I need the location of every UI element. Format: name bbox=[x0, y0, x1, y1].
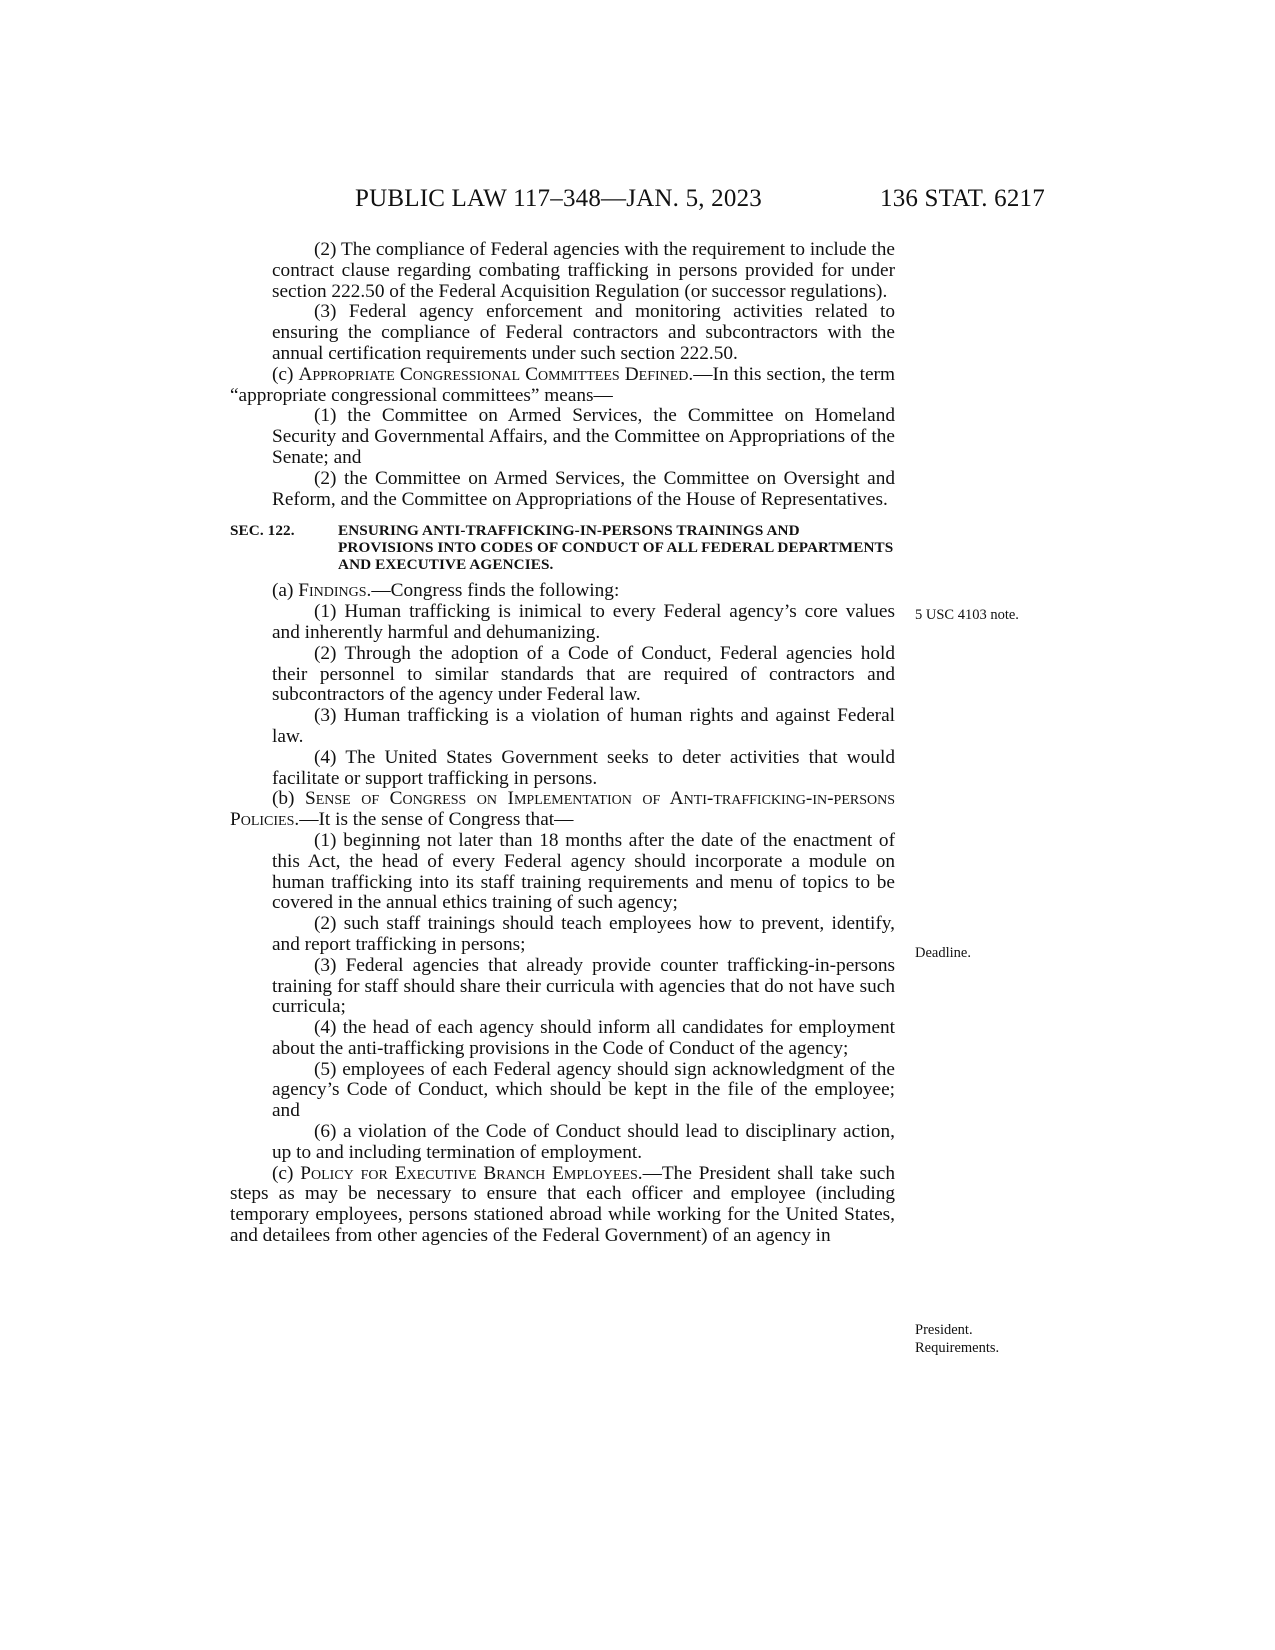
paragraph-a3: (3) Human trafficking is a violation of human rights and against Federal law. bbox=[272, 705, 895, 747]
subsection-c-defined bbox=[230, 365, 895, 407]
paragraph-a2: (2) Through the adoption of a Code of Conduct, Federal agencies hold their personnel to similar standards that are required of contractors and subcontractors of the agency under Federal law. bbox=[272, 642, 895, 706]
subsection-c-policy bbox=[230, 1164, 895, 1247]
paragraph-sense-6: (6) a violation of the Code of Conduct should lead to disciplinary action, up to and including termination of employment. bbox=[272, 1121, 895, 1163]
subsection-b-sense bbox=[230, 789, 895, 831]
paragraph-a4: (4) The United States Government seeks to deter activities that would facilitate or support trafficking in persons. bbox=[272, 746, 895, 789]
paragraph-c1: (1) the Committee on Armed Services, the Committee on Homeland Security and Governmental Affairs, and the Committee on Appropriations of the Senate; and bbox=[272, 405, 895, 468]
subsection-a-findings bbox=[230, 581, 895, 602]
subsection-label: (a) bbox=[272, 580, 299, 602]
stat-citation: 136 STAT. 6217 bbox=[880, 185, 1045, 212]
running-header bbox=[0, 185, 1275, 217]
subsection-text: .—It is the sense of Congress that— bbox=[294, 809, 574, 831]
subsection-heading: Findings bbox=[298, 580, 367, 602]
section-number: SEC. 122. bbox=[230, 522, 295, 540]
subsection-label: (b) bbox=[272, 788, 305, 810]
paragraph-sense-4: (4) the head of each agency should inform all candidates for employment about the anti-trafficking provisions in the Code of Conduct of the agency; bbox=[272, 1017, 895, 1059]
subsection-heading: Appropriate Congressional Committees Defined bbox=[298, 363, 689, 385]
margin-note-usc: 5 USC 4103 note. bbox=[915, 607, 1019, 623]
main-text bbox=[230, 240, 895, 1247]
running-title: PUBLIC LAW 117–348—JAN. 5, 2023 bbox=[355, 185, 762, 212]
paragraph-b2: (2) The compliance of Federal agencies with the requirement to include the contract clause regarding combating trafficking in persons provided for under section 222.50 of the Federal Acquisition Regulation (or successor regulations). bbox=[272, 239, 895, 302]
subsection-text: .—The President shall take such steps as may be necessary to ensure that each officer and employee (including temporary employees, persons stationed abroad while working for the United States, and detailees from other agencies of the Federal Government) of an agency in bbox=[230, 1162, 895, 1247]
subsection-label: (c) bbox=[272, 363, 299, 385]
section-heading bbox=[230, 522, 895, 573]
subsection-heading: Policy for Executive Branch Employees bbox=[300, 1162, 638, 1184]
section-title: ENSURING ANTI-TRAFFICKING-IN-PERSONS TRAININGS AND PROVISIONS INTO CODES OF CONDUCT OF ALL FEDERAL DEPARTMENTS AND EXECUTIVE AGENCIES. bbox=[338, 522, 894, 574]
subsection-text: .—Congress finds the following: bbox=[366, 580, 620, 602]
paragraph-b3: (3) Federal agency enforcement and monitoring activities related to ensuring the compliance of Federal contractors and subcontractors with the annual certification requirements under such section 222.50. bbox=[272, 301, 895, 364]
margin-note-deadline: Deadline. bbox=[915, 945, 971, 961]
paragraph-c2: (2) the Committee on Armed Services, the Committee on Oversight and Reform, and the Committee on Appropriations of the House of Representatives. bbox=[272, 467, 895, 510]
subsection-text: .—In this section, the term “appropriate congressional committees” means— bbox=[230, 363, 895, 406]
paragraph-sense-2: (2) such staff trainings should teach employees how to prevent, identify, and report trafficking in persons; bbox=[272, 913, 895, 955]
subsection-heading: Sense of Congress on Implementation of Anti-trafficking-in-persons Policies bbox=[230, 788, 895, 831]
subsection-label: (c) bbox=[272, 1162, 301, 1184]
margin-note-president: President. bbox=[915, 1322, 973, 1338]
paragraph-sense-3: (3) Federal agencies that already provide counter trafficking-in-persons training for staff should share their curricula with agencies that do not have such curricula; bbox=[272, 954, 895, 1018]
paragraph-sense-1: (1) beginning not later than 18 months after the date of the enactment of this Act, the head of every Federal agency should incorporate a module on human trafficking into its staff training requirements and menu of topics to be covered in the annual ethics training of such agency; bbox=[272, 829, 895, 914]
paragraph-sense-5: (5) employees of each Federal agency should sign acknowledgment of the agency’s Code of Conduct, which should be kept in the file of the employee; and bbox=[272, 1058, 895, 1122]
paragraph-a1: (1) Human trafficking is inimical to every Federal agency’s core values and inherently harmful and dehumanizing. bbox=[272, 601, 895, 643]
margin-note-requirements: Requirements. bbox=[915, 1340, 1000, 1356]
